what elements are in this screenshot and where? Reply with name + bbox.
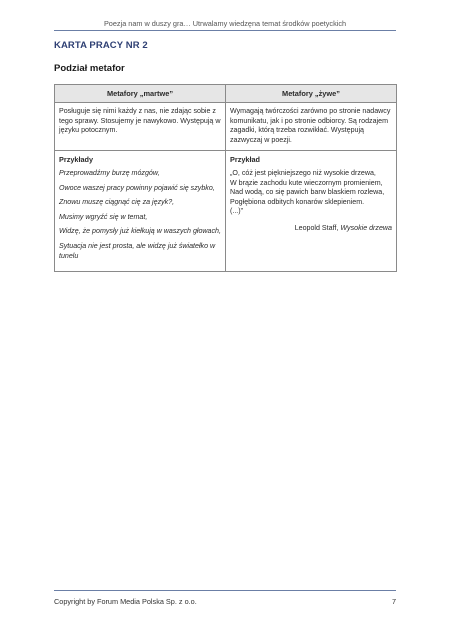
page-number: 7	[391, 597, 396, 606]
poem-line: Nad wodą, co się pawich barw blaskiem rozlewa,	[230, 188, 385, 197]
worksheet-label: KARTA PRACY NR 2	[54, 40, 148, 51]
example-item: Przeprowadźmy burzę mózgów,	[59, 168, 160, 177]
table-cell	[55, 151, 226, 272]
living-metaphor-description: Wymagają twórczości zarówno po stronie nadawcy komunikatu, jak i po stronie odbiorcy. Są rodzajem zagadki, którą trzeba rozwikłać. Występują zazwyczaj w poezji.	[230, 107, 391, 144]
poem-title: Wysokie drzewa	[340, 223, 392, 232]
poem-author: Leopold Staff,	[294, 223, 339, 232]
example-heading: Przykład	[230, 155, 261, 165]
table-row	[55, 103, 397, 151]
metaphor-table	[54, 84, 397, 272]
example-item: Znowu muszę ciągnąć cię za język?,	[59, 198, 175, 207]
section-title: Podział metafor	[54, 63, 125, 74]
dead-metaphor-description: Posługuje się nimi każdy z nas, nie zdając sobie z tego sprawy. Stosujemy je nawykowo. Występują w języku potocznym.	[59, 107, 221, 135]
header-divider	[54, 30, 396, 31]
table-cell	[226, 103, 397, 151]
poem-citation	[230, 224, 392, 234]
footer-divider	[54, 590, 396, 591]
table-header-row	[55, 85, 397, 103]
poem-line: W brązie zachodu kute wieczornym promieniem,	[230, 178, 383, 187]
poem-line: (...)”	[230, 207, 243, 216]
footer-copyright: Copyright by Forum Media Polska Sp. z o.o.	[54, 597, 197, 606]
table-cell	[226, 151, 397, 272]
example-item: Sytuacja nie jest prosta, ale widzę już światełko w tunelu	[59, 241, 216, 260]
example-item: Musimy wgryźć się w temat,	[59, 212, 148, 221]
example-item: Owoce waszej pracy powinny pojawić się szybko,	[59, 183, 215, 192]
poem-line: „O, cóż jest piękniejszego niż wysokie drzewa,	[230, 168, 376, 177]
example-item: Widzę, że pomysły już kiełkują w waszych głowach,	[59, 227, 221, 236]
table-cell	[55, 103, 226, 151]
column-header-living: Metafory „żywe”	[226, 85, 397, 103]
table-row	[55, 151, 397, 272]
running-header: Poezja nam w duszy gra… Utrwalamy wiedzęna temat środków poetyckich	[103, 19, 347, 28]
examples-heading: Przykłady	[59, 155, 94, 165]
column-header-dead: Metafory „martwe”	[55, 85, 226, 103]
poem-line: Pogłębiona odbitych konarów sklepieniem.	[230, 197, 365, 206]
